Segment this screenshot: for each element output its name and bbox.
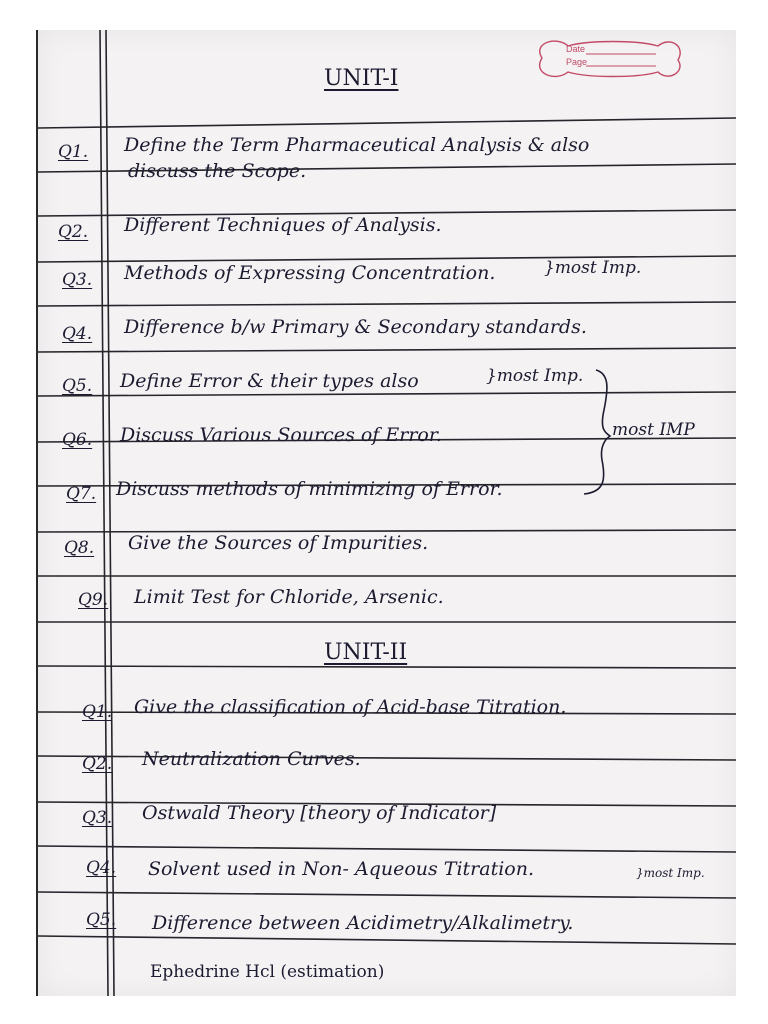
unit1-q6-number: Q6.	[62, 430, 93, 450]
unit2-q3-text: Ostwald Theory [theory of Indicator]	[142, 802, 497, 824]
unit-2-heading: UNIT-II	[324, 640, 408, 665]
unit1-q9-text: Limit Test for Chloride, Arsenic.	[134, 586, 444, 608]
footer-note: Ephedrine Hcl (estimation)	[150, 962, 385, 982]
unit1-q1-text-cont: discuss the Scope.	[128, 160, 307, 182]
unit1-q6-text: Discuss Various Sources of Error.	[120, 424, 442, 446]
unit2-q3-number: Q3.	[82, 808, 113, 828]
unit2-q1-text: Give the classification of Acid-base Titration.	[134, 696, 567, 718]
unit1-q3-text: Methods of Expressing Concentration.	[124, 262, 496, 284]
unit1-q9-number: Q9.	[78, 590, 109, 610]
unit1-q7-text: Discuss methods of minimizing of Error.	[116, 478, 503, 500]
unit1-q3-note: }most Imp.	[544, 258, 642, 278]
page-label: Page	[566, 57, 588, 67]
unit1-q1-text: Define the Term Pharmaceutical Analysis & also	[124, 134, 590, 156]
unit1-q5-number: Q5.	[62, 376, 93, 396]
unit-1-heading: UNIT-I	[324, 66, 399, 91]
date-page-stamp	[528, 32, 688, 84]
unit1-q8-text: Give the Sources of Impurities.	[128, 532, 429, 554]
unit1-q3-number: Q3.	[62, 270, 93, 290]
unit1-q2-text: Different Techniques of Analysis.	[124, 214, 442, 236]
unit2-q2-text: Neutralization Curves.	[142, 748, 361, 770]
unit1-q7-number: Q7.	[66, 484, 97, 504]
unit1-q2-number: Q2.	[58, 222, 89, 242]
unit1-q1-number: Q1.	[58, 142, 89, 162]
date-label: Date	[566, 44, 586, 54]
unit1-q8-number: Q8.	[64, 538, 95, 558]
unit2-q1-number: Q1.	[82, 702, 113, 722]
unit1-group-note: most IMP	[612, 420, 695, 440]
unit2-q5-number: Q5.	[86, 910, 117, 930]
unit2-q4-text: Solvent used in Non- Aqueous Titration.	[148, 858, 535, 880]
unit2-q5-text: Difference between Acidimetry/Alkalimetry.	[152, 912, 574, 934]
unit2-q4-note: }most Imp.	[636, 866, 705, 880]
unit2-q2-number: Q2.	[82, 754, 113, 774]
notebook-page	[36, 30, 736, 996]
unit1-q5-text: Define Error & their types also	[120, 370, 419, 392]
unit1-q4-text: Difference b/w Primary & Secondary standards.	[124, 316, 587, 338]
unit2-q4-number: Q4.	[86, 858, 117, 878]
unit1-q4-number: Q4.	[62, 324, 93, 344]
unit1-q5-note: }most Imp.	[486, 366, 584, 386]
